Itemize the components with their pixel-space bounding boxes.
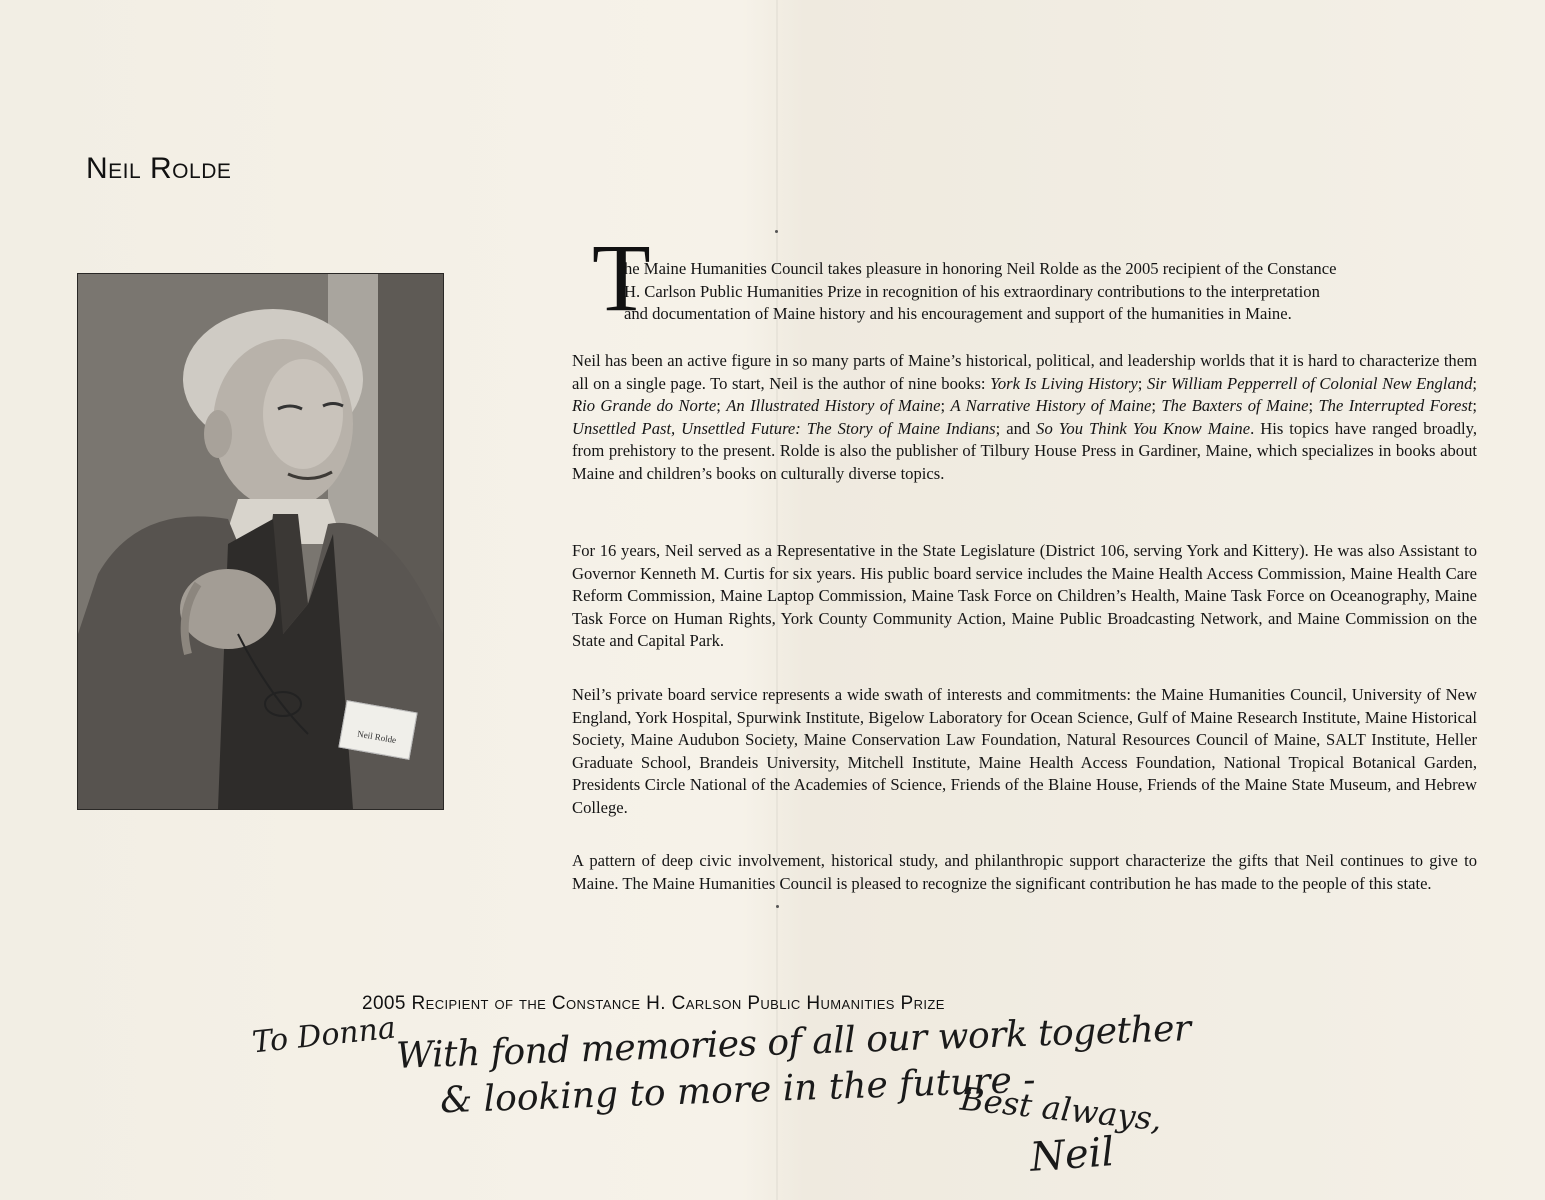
drop-cap: T xyxy=(592,224,651,331)
handwritten-closing: Best always, xyxy=(958,1079,1164,1139)
intro-line-2: H. Carlson Public Humanities Prize in recognition of his extraordinary contributions to the interpretation xyxy=(624,281,1320,301)
intro-line-3: and documentation of Maine history and his encouragement and support of the humanities in Maine. xyxy=(624,304,1292,324)
book-title-7: The Interrupted Forest xyxy=(1318,396,1473,416)
books-text-end: . His topics have ranged broadly, from prehistory to the present. Rolde is also the publisher of Tilbury House Press in Gardiner, Maine, which specializes in books about Maine and children’s books on culturally diverse topics. xyxy=(572,418,1478,483)
book-title-1: York Is Living History xyxy=(990,373,1138,393)
book-title-9: So You Think You Know Maine xyxy=(1036,418,1251,438)
book-title-8: Unsettled Past, Unsettled Future: The Story of Maine Indians xyxy=(572,418,996,438)
handwritten-dedication: To Donna xyxy=(250,1010,398,1061)
books-separator: ; xyxy=(1472,396,1478,416)
intro-paragraph xyxy=(572,258,1477,326)
handwritten-signature: Neil xyxy=(1028,1129,1116,1181)
book-title-4: An Illustrated History of Maine xyxy=(726,396,941,416)
page-title: Neil Rolde xyxy=(86,152,232,185)
books-text-intro: Neil has been an active figure in so many parts of Maine’s historical, political, and leadership worlds that it is hard to characterize them all on a single page. To start, Neil is the author of nine books: xyxy=(572,351,1477,393)
staple-mark xyxy=(776,905,779,908)
closing-paragraph: A pattern of deep civic involvement, historical study, and philanthropic support characterize the gifts that Neil continues to give to Maine. The Maine Humanities Council is pleased to recognize the significant contribution he has made to the people of this state. xyxy=(572,851,1477,893)
name-tag: Neil Rolde xyxy=(338,700,417,760)
portrait-photo xyxy=(77,273,444,810)
book-title-3: Rio Grande do Norte xyxy=(572,396,717,416)
book-title-6: The Baxters of Maine xyxy=(1161,396,1309,416)
books-separator: ; xyxy=(716,396,727,416)
book-title-5: A Narrative History of Maine xyxy=(950,396,1152,416)
books-separator: ; xyxy=(1151,396,1162,416)
books-paragraph xyxy=(572,350,1477,486)
handwritten-line-2: & looking to more in the future - xyxy=(439,1059,1037,1122)
intro-line-1: he Maine Humanities Council takes pleasure in honoring Neil Rolde as the 2005 recipient of the Constance xyxy=(624,259,1337,278)
prize-caption: 2005 Recipient of the Constance H. Carlson Public Humanities Prize xyxy=(362,993,945,1014)
legislature-paragraph: For 16 years, Neil served as a Representative in the State Legislature (District 106, serving York and Kittery). He was also Assistant to Governor Kenneth M. Curtis for six years. His public board service includes the Maine Health Access Commission, Maine Health Care Reform Commission, Maine Laptop Commission, Maine Task Force on Children’s Health, Maine Task Force on Oceanography, Maine Task Force on Human Rights, York County Community Action, Maine Public Broadcasting Network, and Maine Commission on the State and Capital Park. xyxy=(572,541,1477,651)
staple-mark xyxy=(775,230,778,233)
handwritten-line-1: With fond memories of all our work together xyxy=(395,1008,1192,1077)
books-separator: ; xyxy=(1308,396,1319,416)
private-board-paragraph: Neil’s private board service represents a wide swath of interests and commitments: the Maine Humanities Council, University of New England, York Hospital, Spurwink Institute, Bigelow Laboratory for Ocean Science, Gulf of Maine Research Institute, Maine Historical Society, Maine Audubon Society, Maine Conservation Law Foundation, Natural Resources Council of Maine, SALT Institute, Heller Graduate School, Brandeis University, Mitchell Institute, Maine Health Access Foundation, National Tropical Botanical Garden, Presidents Circle National of the Academies of Science, Friends of the Blaine House, Friends of the Maine State Museum, and Hebrew College. xyxy=(572,685,1477,817)
book-title-2: Sir William Pepperrell of Colonial New England xyxy=(1146,373,1473,393)
books-separator: ; xyxy=(1137,373,1147,393)
books-separator: ; xyxy=(1472,373,1477,393)
books-separator: ; xyxy=(940,396,951,416)
books-separator: ; and xyxy=(995,418,1037,438)
